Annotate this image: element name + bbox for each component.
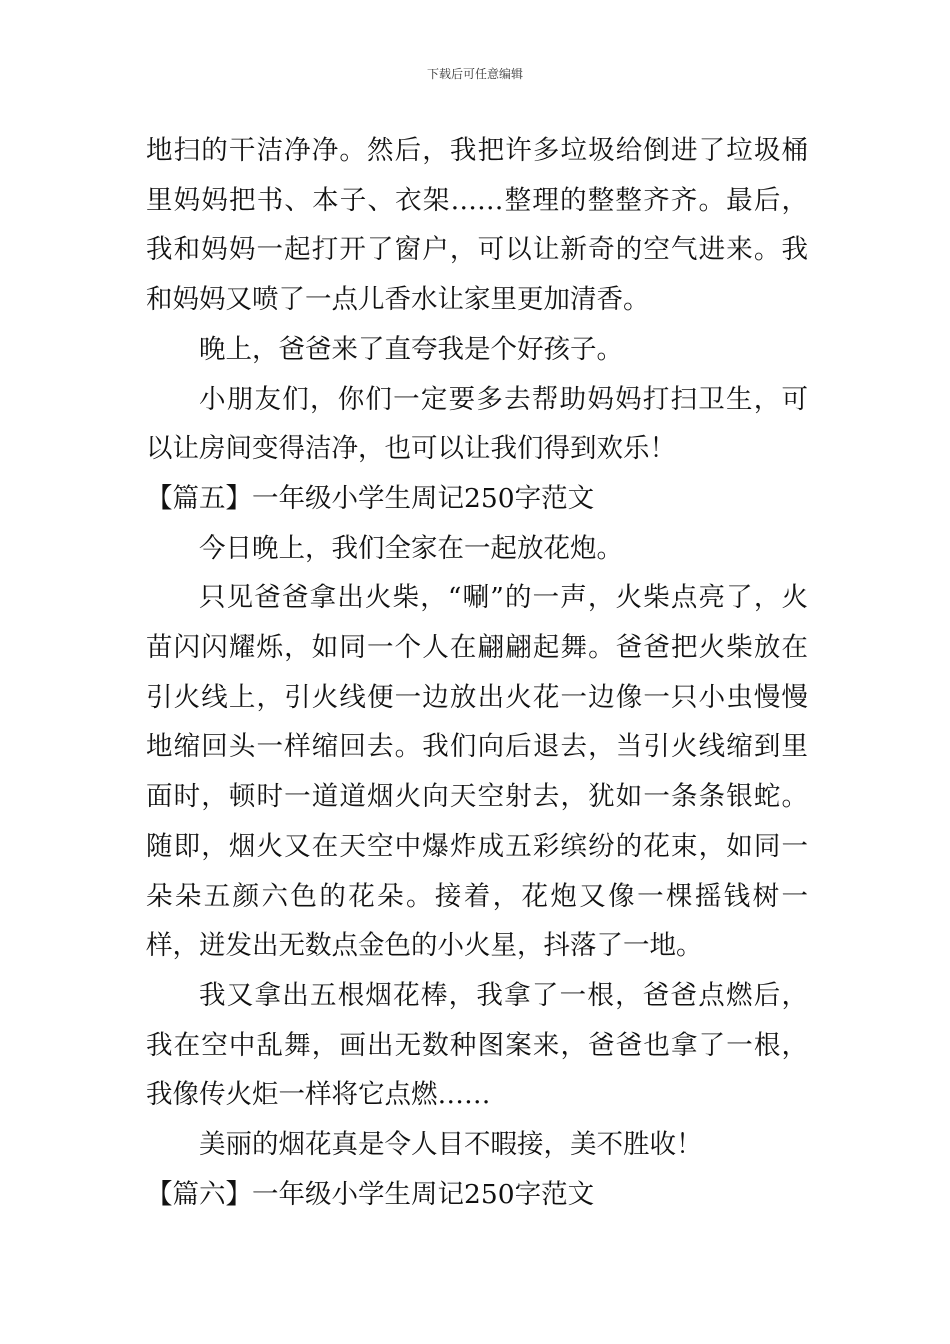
section-heading: 【篇六】一年级小学生周记250字范文 xyxy=(146,1178,595,1210)
paragraph: 我又拿出五根烟花棒，我拿了一根，爸爸点燃后，我在空中乱舞，画出无数种图案来，爸爸也拿了一根，我像传火炬一样将它点燃…… xyxy=(146,979,808,1111)
paragraph: 美丽的烟花真是令人目不暇接，美不胜收！ xyxy=(199,1129,703,1161)
page-header-note: 下载后可任意编辑 xyxy=(426,67,523,81)
paragraph: 地扫的干洁净净。然后，我把许多垃圾给倒进了垃圾桶里妈妈把书、本子、衣架……整理的整整齐齐。最后，我和妈妈一起打开了窗户，可以让新奇的空气进来。我和妈妈又喷了一点儿香水让家里更加清香。 xyxy=(146,135,808,316)
paragraph: 只见爸爸拿出火柴，“唰”的一声，火柴点亮了，火苗闪闪耀烁，如同一个人在翩翩起舞。爸爸把火柴放在引火线上，引火线便一边放出火花一边像一只小虫慢慢地缩回头一样缩回去。我们向后退去，当引火线缩到里面时，顿时一道道烟火向天空射去，犹如一条条银蛇。随即，烟火又在天空中爆炸成五彩缤纷的花束，如同一朵朵五颜六色的花朵。接着，花炮又像一棵摇钱树一样，迸发出无数点金色的小火星，抖落了一地。 xyxy=(146,582,808,962)
document-body xyxy=(146,126,808,1219)
paragraph: 晚上，爸爸来了直夸我是个好孩子。 xyxy=(199,333,623,365)
paragraph: 小朋友们，你们一定要多去帮助妈妈打扫卫生，可以让房间变得洁净，也可以让我们得到欢乐！ xyxy=(146,383,808,465)
paragraph: 今日晚上，我们全家在一起放花炮。 xyxy=(199,532,623,564)
section-heading: 【篇五】一年级小学生周记250字范文 xyxy=(146,482,595,514)
